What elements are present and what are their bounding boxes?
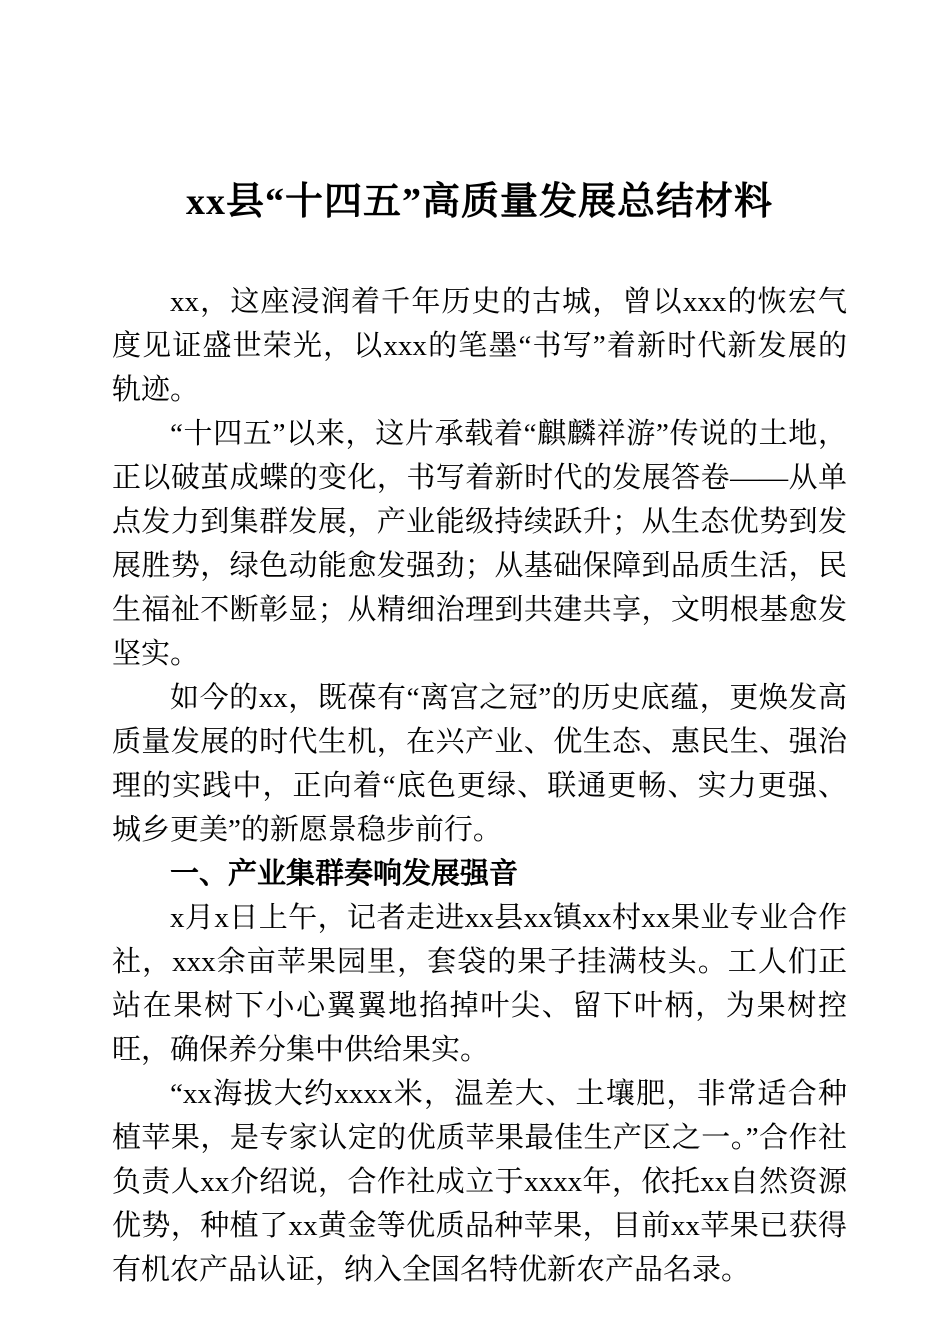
paragraph-intro: xx，这座浸润着千年历史的古城，曾以xxx的恢宏气度见证盛世荣光，以xxx的笔墨“书写”着新时代新发展的轨迹。 bbox=[112, 286, 847, 406]
paragraph-overview: “十四五”以来，这片承载着“麒麟祥游”传说的土地，正以破茧成蝶的变化，书写着新时代的发展答卷——从单点发力到集群发展，产业能级持续跃升；从生态优势到发展胜势，绿色动能愈发强劲；从基础保障到品质生活，民生福祉不断彰显；从精细治理到共建共享，文明根基愈发坚实。 bbox=[112, 418, 847, 670]
section-heading-industry: 一、产业集群奏响发展强音 bbox=[170, 858, 519, 890]
paragraph-vision: 如今的xx，既葆有“离宫之冠”的历史底蕴，更焕发高质量发展的时代生机，在兴产业、优生态、惠民生、强治理的实践中，正向着“底色更绿、联通更畅、实力更强、城乡更美”的新愿景稳步前行。 bbox=[112, 682, 847, 846]
document-title: xx县“十四五”高质量发展总结材料 bbox=[185, 181, 773, 223]
paragraph-cooperative-quote: “xx海拔大约xxxx米，温差大、土壤肥，非常适合种植苹果，是专家认定的优质苹果最佳生产区之一。”合作社负责人xx介绍说，合作社成立于xxxx年，依托xx自然资源优势，种植了xx黄金等优质品种苹果，目前xx苹果已获得有机农产品认证，纳入全国名特优新农产品名录。 bbox=[112, 1078, 847, 1286]
paragraph-orchard-visit: x月x日上午，记者走进xx县xx镇xx村xx果业专业合作社，xxx余亩苹果园里，套袋的果子挂满枝头。工人们正站在果树下小心翼翼地掐掉叶尖、留下叶柄，为果树控旺，确保养分集中供给果实。 bbox=[112, 902, 847, 1066]
